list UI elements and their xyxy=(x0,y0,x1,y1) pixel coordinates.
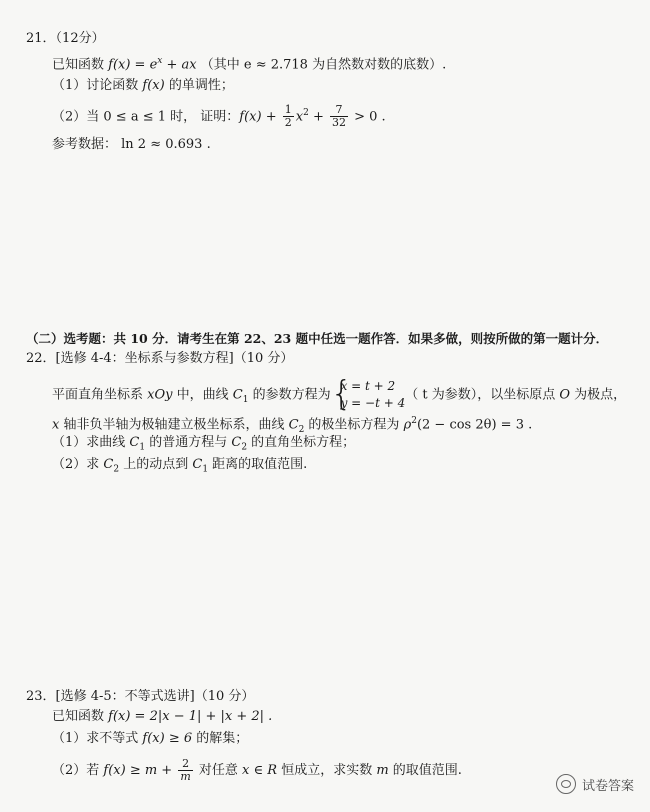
q23-part1: （1）求不等式 f(x) ≥ 6 的解集； xyxy=(52,731,249,746)
q21-part1: （1）讨论函数 f(x) 的单调性； xyxy=(52,78,234,93)
q21-frac-7-32: $\frac{7}{32}$ xyxy=(331,103,346,130)
q22-line1: 平面直角坐标系 xOy 中，曲线 $C_1$ 的参数方程为 { x = t + 2 y = −t + 4 （ t 为参数），以坐标原点 O 为极点， xyxy=(52,374,627,414)
q22-part2: （2）求 $C_2$ 上的动点到 $C_1$ 距离的取值范围. xyxy=(52,457,308,475)
q23-intro: 已知函数 f(x) = 2|x − 1| + |x + 2| . xyxy=(52,709,273,724)
q23-part2: （2）若 f(x) ≥ m + $\frac{2}{m}$ 对任意 x ∈ R 恒成立，求实数 m 的取值范围. xyxy=(52,757,462,783)
watermark xyxy=(556,774,634,794)
q23-header: 23．[选修 4-5：不等式选讲]（10 分） xyxy=(26,689,255,704)
q21-intro: 已知函数 $f(x) = e^x$ + ax （其中 e ≈ 2.718 为自然数对数的底数）. xyxy=(52,56,447,73)
section2-heading: （二）选考题：共 10 分．请考生在第 22、23 题中任选一题作答．如果多做，则按所做的第一题计分． xyxy=(26,331,609,346)
watermark-text: 试卷答案 xyxy=(581,778,634,794)
q22-part1: （1）求曲线 $C_1$ 的普通方程与 $C_2$ 的直角坐标方程； xyxy=(52,435,356,453)
q22-header: 22．[选修 4-4：坐标系与参数方程]（10 分） xyxy=(26,351,294,366)
q21-reference: 参考数据： ln 2 ≈ 0.693 . xyxy=(52,137,211,152)
q22-line2: x 轴非负半轴为极轴建立极坐标系，曲线 $C_2$ 的极坐标方程为 $\rho^2(2 - \cos 2\theta) = 3$ . xyxy=(52,416,533,435)
q21-frac-1-2: $\frac{1}{2}$ xyxy=(284,103,292,130)
q23-frac-2-m: $\frac{2}{m}$ xyxy=(180,757,191,783)
q21-part2: （2）当 0 ≤ a ≤ 1 时， 证明：f(x) + $\frac{1}{2}$ $x^2$ + $\frac{7}{32}$ > 0 . xyxy=(52,103,386,130)
q21-header: 21．（12分） xyxy=(26,31,105,46)
wechat-icon xyxy=(556,774,576,794)
q22-param-system: { x = t + 2 y = −t + 4 xyxy=(330,374,406,414)
